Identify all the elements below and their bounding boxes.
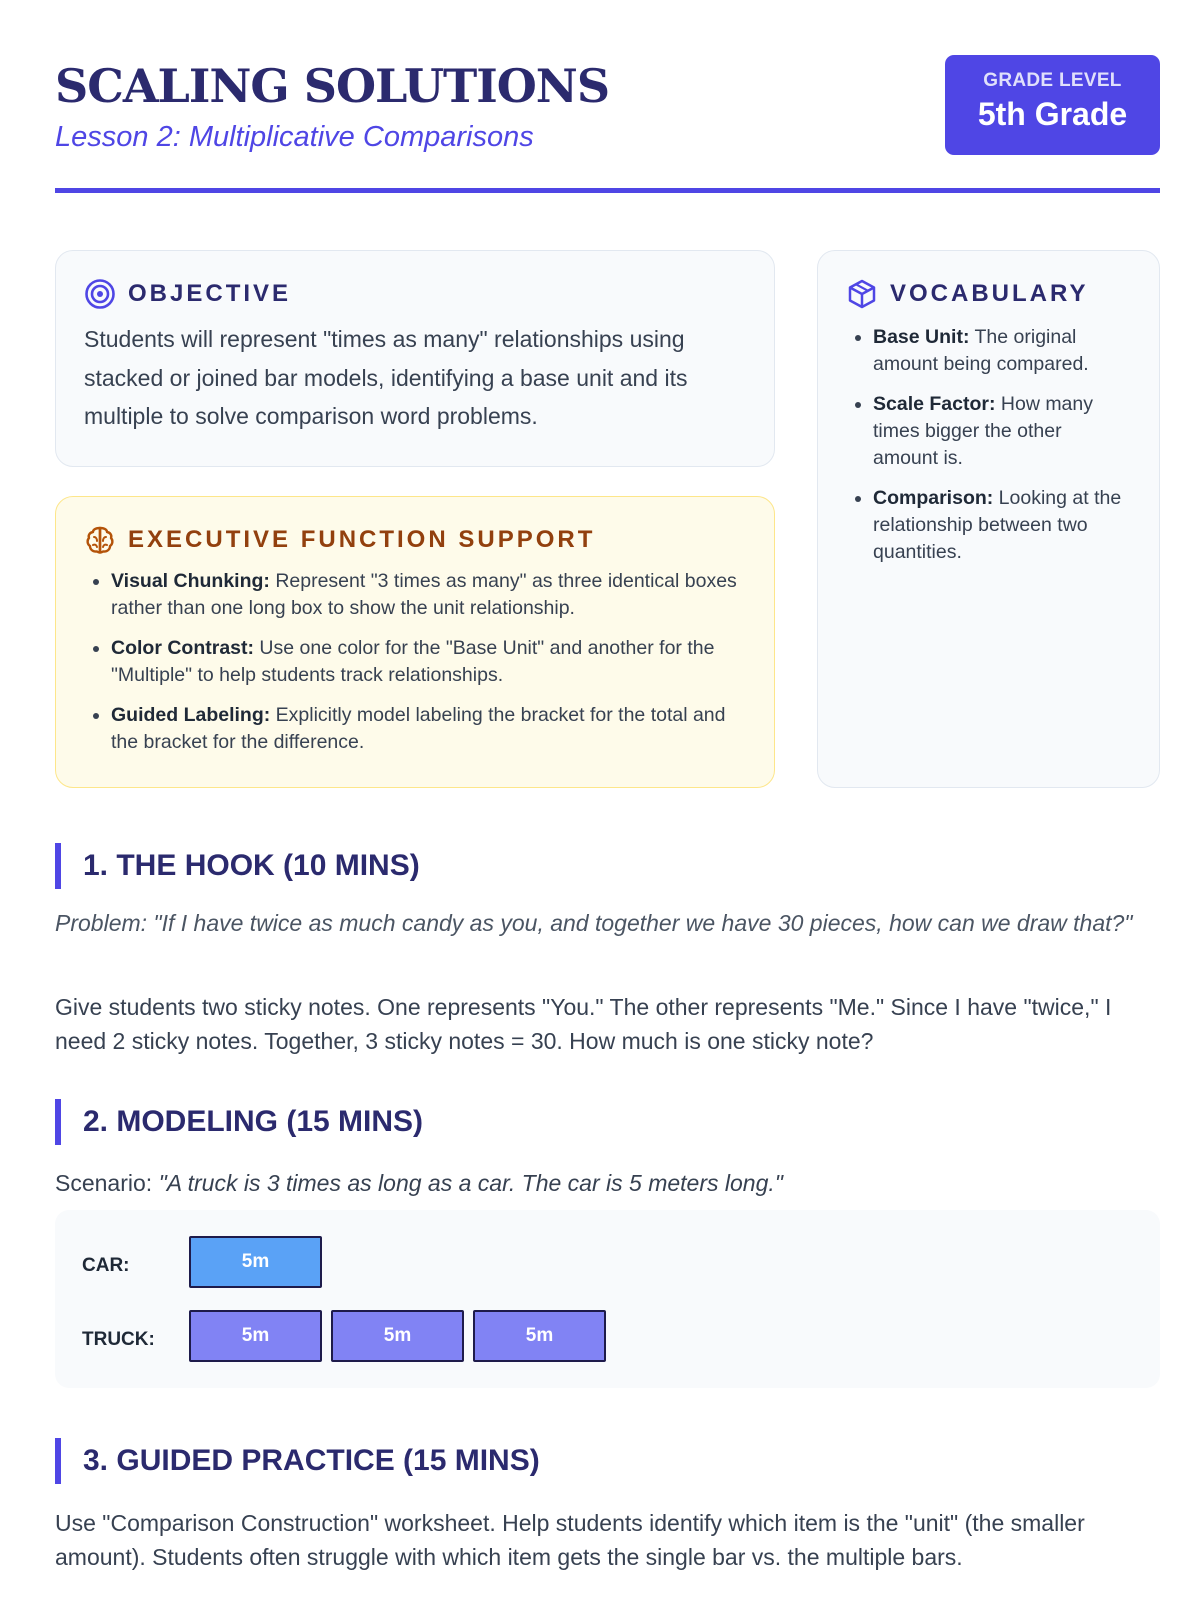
scenario-label: Scenario: — [55, 1170, 159, 1196]
truck-bar: 5m — [189, 1310, 322, 1362]
executive-function-list — [84, 568, 746, 756]
guided-practice-body: Use "Comparison Construction" worksheet. Help students identify which item is the "unit" (the smaller amount). Students often struggle with which item gets the single bar vs. the multiple bars. — [55, 1510, 1085, 1570]
list-item-term: Color Contrast: — [111, 637, 254, 659]
objective-header — [84, 278, 746, 310]
list-item — [111, 702, 746, 756]
executive-function-title: EXECUTIVE FUNCTION SUPPORT — [128, 526, 596, 553]
list-item-text: Use one color for the "Base Unit" and another for the "Multiple" to help students track relationships. — [111, 637, 715, 686]
target-icon — [84, 278, 116, 310]
car-label: CAR: — [82, 1255, 130, 1276]
cube-icon — [846, 278, 878, 310]
list-item-term: Base Unit: — [873, 326, 970, 348]
list-item-text: Represent "3 times as many" as three identical boxes rather than one long box to show the unit relationship. — [111, 570, 737, 619]
vocabulary-list — [846, 324, 1131, 566]
list-item-text: The original amount being compared. — [873, 326, 1089, 375]
brain-icon — [84, 524, 116, 556]
objective-title: OBJECTIVE — [128, 280, 292, 307]
grade-level-value: 5th Grade — [977, 96, 1128, 132]
executive-function-header — [84, 524, 746, 556]
truck-bar: 5m — [331, 1310, 464, 1362]
page-title: SCALING SOLUTIONS — [55, 59, 610, 113]
truck-label: TRUCK: — [82, 1329, 155, 1350]
vocabulary-title: VOCABULARY — [890, 280, 1089, 307]
modeling-scenario — [55, 1166, 783, 1200]
modeling-heading: 2. MODELING (15 MINS) — [55, 1099, 423, 1145]
vocabulary-header — [846, 278, 1131, 310]
list-item-text: How many times bigger the other amount is. — [873, 393, 1093, 469]
bar-model-panel — [55, 1210, 1160, 1388]
list-item — [873, 391, 1131, 472]
scenario-text: "A truck is 3 times as long as a car. The car is 5 meters long." — [158, 1170, 783, 1196]
grade-level-label: GRADE LEVEL — [983, 70, 1122, 91]
executive-function-card — [55, 496, 775, 788]
car-bar: 5m — [189, 1236, 322, 1288]
list-item-term: Guided Labeling: — [111, 704, 271, 726]
hook-heading: 1. THE HOOK (10 MINS) — [55, 843, 420, 889]
list-item — [111, 635, 746, 689]
lesson-header — [55, 55, 1160, 195]
list-item-term: Scale Factor: — [873, 393, 996, 415]
guided-practice-heading: 3. GUIDED PRACTICE (15 MINS) — [55, 1438, 540, 1484]
list-item-text: Looking at the relationship between two quantities. — [873, 487, 1122, 563]
objective-text: Students will represent "times as many" relationships using stacked or joined bar models, identifying a base unit and its multiple to solve comparison word problems. — [84, 326, 688, 429]
list-item — [873, 324, 1131, 378]
truck-bar: 5m — [473, 1310, 606, 1362]
vocabulary-card — [817, 250, 1160, 788]
list-item-text: Explicitly model labeling the bracket for the total and the bracket for the difference. — [111, 704, 726, 753]
header-divider — [55, 188, 1160, 193]
grade-level-badge — [945, 55, 1160, 155]
objective-card — [55, 250, 775, 467]
list-item — [873, 485, 1131, 566]
list-item-term: Visual Chunking: — [111, 570, 270, 592]
list-item-term: Comparison: — [873, 487, 994, 509]
hook-problem: Problem: "If I have twice as much candy as you, and together we have 30 pieces, how can we draw that?" — [55, 910, 1133, 936]
page-subtitle: Lesson 2: Multiplicative Comparisons — [55, 121, 534, 153]
list-item — [111, 568, 746, 622]
hook-body: Give students two sticky notes. One represents "You." The other represents "Me." Since I have "twice," I need 2 sticky notes. Together, 3 sticky notes = 30. How much is one sticky note? — [55, 994, 1112, 1054]
